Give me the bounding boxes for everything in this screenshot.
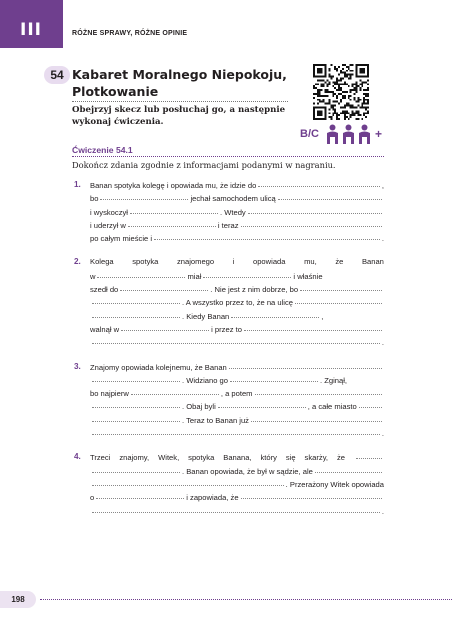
sentence-text: Kolega xyxy=(90,257,114,267)
divider xyxy=(62,0,63,48)
blank-field[interactable] xyxy=(92,296,180,304)
sentence-text: , a całe miasto xyxy=(307,402,357,412)
sentence-text: , xyxy=(321,311,324,321)
level-indicator xyxy=(300,124,382,144)
blank-field[interactable] xyxy=(241,219,382,227)
sentence-text: po całym mieście i xyxy=(90,234,153,244)
sentence-text: i teraz xyxy=(217,220,239,230)
sentence-line xyxy=(90,220,384,233)
sentence-text: że xyxy=(336,453,346,463)
group-icon xyxy=(358,124,371,144)
sentence-text: . Teraz to Banan już xyxy=(182,415,249,425)
blank-field[interactable] xyxy=(251,414,382,422)
sentence-line xyxy=(90,271,384,284)
sentence-text: . Wtedy xyxy=(219,207,246,217)
blank-field[interactable] xyxy=(100,192,188,200)
blank-field[interactable] xyxy=(315,465,382,473)
blank-field[interactable] xyxy=(359,400,382,408)
sentence-text: mu, xyxy=(304,257,317,267)
sentence-text: bo najpierw xyxy=(90,389,129,399)
item-number: 1. xyxy=(74,180,81,189)
exercise-item xyxy=(74,257,384,350)
exercise-item xyxy=(74,452,384,518)
sentence-text: . xyxy=(381,429,384,439)
sentence-line xyxy=(90,337,384,350)
blank-field[interactable] xyxy=(248,206,382,214)
sentence-line xyxy=(90,284,384,297)
plus-sign: + xyxy=(374,127,382,141)
divider xyxy=(72,101,288,102)
section-number: III xyxy=(20,20,42,40)
divider xyxy=(72,156,384,157)
sentence-text: o xyxy=(90,493,95,503)
sentence-text: znajomy, xyxy=(119,453,150,463)
blank-field[interactable] xyxy=(92,374,180,382)
sentence-text: i wyskoczył xyxy=(90,207,128,217)
sentence-text: skarży, xyxy=(304,453,329,463)
blank-field[interactable] xyxy=(130,206,218,214)
divider xyxy=(40,599,452,600)
blank-field[interactable] xyxy=(154,232,380,240)
sentence-text: , a potem xyxy=(220,389,253,399)
blank-field[interactable] xyxy=(131,387,219,395)
sentence-text: Znajomy opowiada kolejnemu, że Banan xyxy=(90,362,227,372)
group-icon xyxy=(342,124,355,144)
blank-field[interactable] xyxy=(92,414,180,422)
lesson-title: Kabaret Moralnego Niepokoju, Plotkowanie xyxy=(72,67,287,99)
sentence-line xyxy=(90,180,384,193)
blank-field[interactable] xyxy=(92,505,380,513)
sentence-text: . xyxy=(381,506,384,516)
sentence-text: w xyxy=(90,271,96,281)
group-icon xyxy=(326,124,339,144)
sentence-line xyxy=(90,233,384,246)
blank-field[interactable] xyxy=(218,400,306,408)
sentence-line xyxy=(90,466,384,479)
blank-field[interactable] xyxy=(203,270,291,278)
sentence-line xyxy=(90,492,384,505)
sentence-line xyxy=(90,362,384,375)
sentence-line xyxy=(90,311,384,324)
blank-field[interactable] xyxy=(278,192,382,200)
sentence-line xyxy=(90,415,384,428)
sentence-text: Banan xyxy=(361,257,384,267)
sentence-text: opowiada xyxy=(252,257,286,267)
exercise-item xyxy=(74,180,384,246)
blank-field[interactable] xyxy=(231,310,319,318)
sentence-text: , xyxy=(381,181,384,190)
sentence-text: znajomego xyxy=(176,257,215,267)
sentence-text: . Przerażony Witek opowiada xyxy=(285,479,384,489)
qr-code-icon[interactable] xyxy=(313,64,369,120)
blank-field[interactable] xyxy=(92,427,380,435)
sentence-text: że xyxy=(335,257,344,267)
sentence-text: spotyka xyxy=(188,453,215,463)
blank-field[interactable] xyxy=(300,283,382,291)
lesson-instruction: Obejrzyj skecz lub posłuchaj go, a następnie wykonaj ćwiczenia. xyxy=(72,105,286,127)
sentence-text: . Kiedy Banan xyxy=(182,311,230,321)
sentence-line xyxy=(90,375,384,388)
sentence-text: Witek, xyxy=(158,453,180,463)
sentence-text: który xyxy=(260,453,277,463)
sentence-text: i xyxy=(232,257,235,267)
blank-field[interactable] xyxy=(121,323,209,331)
sentence-text: i przez to xyxy=(211,324,242,334)
blank-field[interactable] xyxy=(230,374,318,382)
exercise-title: Ćwiczenie 54.1 xyxy=(72,145,133,155)
sentence-line xyxy=(90,207,384,220)
sentence-line xyxy=(90,297,384,310)
sentence-line xyxy=(90,401,384,414)
blank-field[interactable] xyxy=(97,270,185,278)
page-number: 198 xyxy=(0,591,36,608)
sentence-line xyxy=(90,479,384,492)
blank-field[interactable] xyxy=(258,179,380,187)
blank-field[interactable] xyxy=(92,400,180,408)
lesson-number-badge: 54 xyxy=(44,66,70,84)
sentence-text: i właśnie xyxy=(293,271,323,281)
sentence-text: jechał samochodem ulicą xyxy=(190,194,276,204)
sentence-line xyxy=(90,193,384,206)
sentence-text: . xyxy=(381,338,384,348)
sentence-text: Banan spotyka kolegę i opowiada mu, że idzie do xyxy=(90,181,257,190)
sentence-text: i uderzył w xyxy=(90,220,126,230)
sentence-line xyxy=(90,506,384,519)
item-number: 3. xyxy=(74,361,81,371)
chapter-title: RÓŻNE SPRAWY, RÓŻNE OPINIE xyxy=(72,30,188,37)
blank-field[interactable] xyxy=(92,478,284,486)
blank-field[interactable] xyxy=(356,451,382,459)
blank-field[interactable] xyxy=(241,491,382,499)
sentence-text: . Widziano go xyxy=(182,375,229,385)
exercise-instruction: Dokończ zdania zgodnie z informacjami podanymi w nagraniu. xyxy=(72,160,336,170)
blank-field[interactable] xyxy=(295,296,382,304)
sentence-text: . Banan opowiada, że był w sądzie, ale xyxy=(182,466,313,476)
level-label: B/C xyxy=(300,128,319,140)
sentence-text: . A wszystko przez to, że na ulicę xyxy=(182,298,294,308)
exercise-items xyxy=(74,180,384,530)
sentence-text: się xyxy=(285,453,296,463)
blank-field[interactable] xyxy=(96,491,184,499)
sentence-line xyxy=(90,257,384,270)
blank-field[interactable] xyxy=(92,336,380,344)
sentence-line xyxy=(90,324,384,337)
sentence-text: Trzeci xyxy=(90,453,111,463)
sentence-line xyxy=(90,388,384,401)
sentence-text: spotyka xyxy=(132,257,159,267)
item-number: 4. xyxy=(74,452,81,462)
blank-field[interactable] xyxy=(92,310,180,318)
sentence-text: . Obaj byli xyxy=(182,402,216,412)
sentence-text: i zapowiada, że xyxy=(186,493,239,503)
blank-field[interactable] xyxy=(244,323,382,331)
exercise-item xyxy=(74,361,384,442)
sentence-text: szedł do xyxy=(90,285,119,295)
sentence-text: . xyxy=(381,234,384,244)
sentence-text: miał xyxy=(187,271,202,281)
sentence-text: walnął w xyxy=(90,324,120,334)
sentence-line xyxy=(90,428,384,441)
section-tab xyxy=(0,0,62,48)
blank-field[interactable] xyxy=(229,361,382,369)
blank-field[interactable] xyxy=(120,283,208,291)
sentence-text: bo xyxy=(90,194,99,204)
sentence-line xyxy=(90,452,384,465)
item-number: 2. xyxy=(74,257,81,267)
blank-field[interactable] xyxy=(92,465,180,473)
sentence-text: . Zginął, xyxy=(320,375,348,385)
blank-field[interactable] xyxy=(255,387,382,395)
sentence-text: Banana, xyxy=(223,453,252,463)
blank-field[interactable] xyxy=(128,219,216,227)
sentence-text: . Nie jest z nim dobrze, bo xyxy=(210,285,299,295)
